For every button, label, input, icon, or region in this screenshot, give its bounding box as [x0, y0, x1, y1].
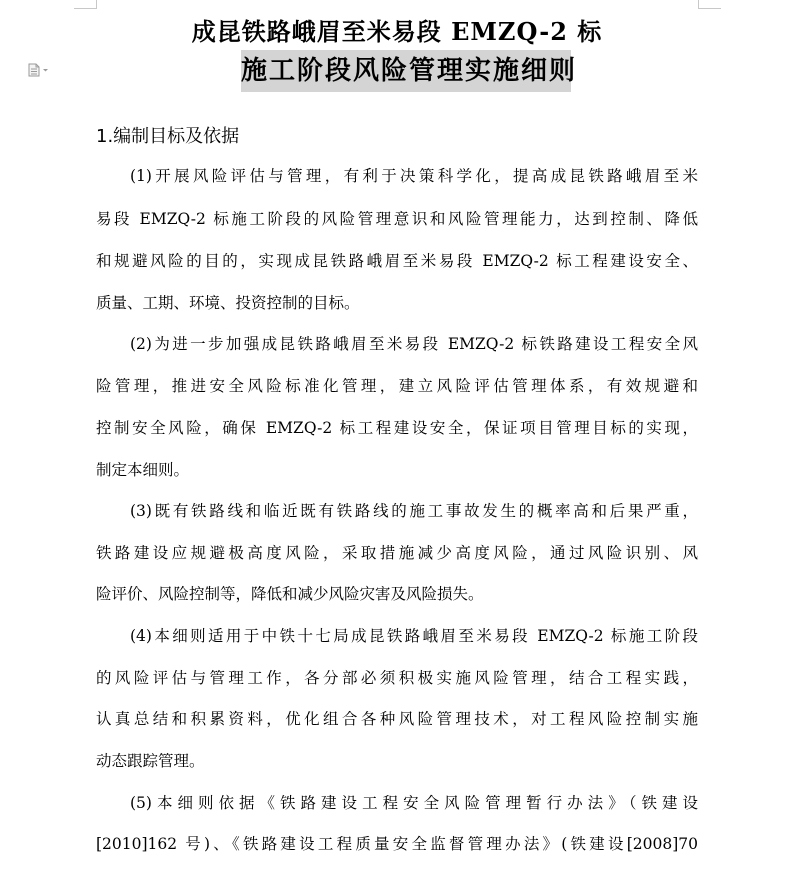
- section-heading: 1.编制目标及依据: [96, 126, 240, 147]
- paragraph-line: 制定本细则。: [96, 461, 190, 479]
- paragraph-line: [2010]162 号)、《铁路建设工程质量安全监督管理办法》(铁建设[2008]70: [96, 835, 698, 853]
- document-title: 成昆铁路峨眉至米易段 EMZQ-2 标: [191, 17, 603, 46]
- paragraph-line: 质量、工期、环境、投资控制的目标。: [96, 294, 360, 312]
- paragraph-line: (1)开展风险评估与管理，有利于决策科学化，提高成昆铁路峨眉至米: [130, 167, 698, 185]
- document-icon[interactable]: [28, 62, 50, 76]
- paragraph-line: 的风险评估与管理工作，各分部必须积极实施风险管理，结合工程实践，: [96, 669, 698, 687]
- paragraph-line: 险管理，推进安全风险标准化管理，建立风险评估管理体系，有效规避和: [96, 377, 698, 395]
- paragraph-line: (2)为进一步加强成昆铁路峨眉至米易段 EMZQ-2 标铁路建设工程安全风: [130, 335, 698, 353]
- paragraph-line: (3)既有铁路线和临近既有铁路线的施工事故发生的概率高和后果严重，: [130, 502, 698, 520]
- paragraph-line: 控制安全风险，确保 EMZQ-2 标工程建设安全，保证项目管理目标的实现，: [96, 419, 698, 437]
- paragraph-line: 动态跟踪管理。: [96, 752, 205, 770]
- paragraph-line: 认真总结和积累资料，优化组合各种风险管理技术，对工程风险控制实施: [96, 710, 698, 728]
- paragraph-line: 易段 EMZQ-2 标施工阶段的风险管理意识和风险管理能力，达到控制、降低: [96, 210, 698, 228]
- paragraph-line: (5)本细则依据《铁路建设工程安全风险管理暂行办法》（铁建设: [130, 794, 698, 812]
- margin-corner-mark: [74, 0, 97, 9]
- paragraph-line: (4)本细则适用于中铁十七局成昆铁路峨眉至米易段 EMZQ-2 标施工阶段: [130, 627, 698, 645]
- paragraph-line: 和规避风险的目的，实现成昆铁路峨眉至米易段 EMZQ-2 标工程建设安全、: [96, 252, 698, 270]
- paragraph-line: 险评价、风险控制等，降低和减少风险灾害及风险损失。: [96, 585, 484, 603]
- document-subtitle-highlighted: 施工阶段风险管理实施细则: [241, 50, 571, 92]
- margin-corner-mark: [698, 0, 721, 9]
- paragraph-line: 铁路建设应规避极高度风险，采取措施减少高度风险，通过风险识别、风: [96, 544, 698, 562]
